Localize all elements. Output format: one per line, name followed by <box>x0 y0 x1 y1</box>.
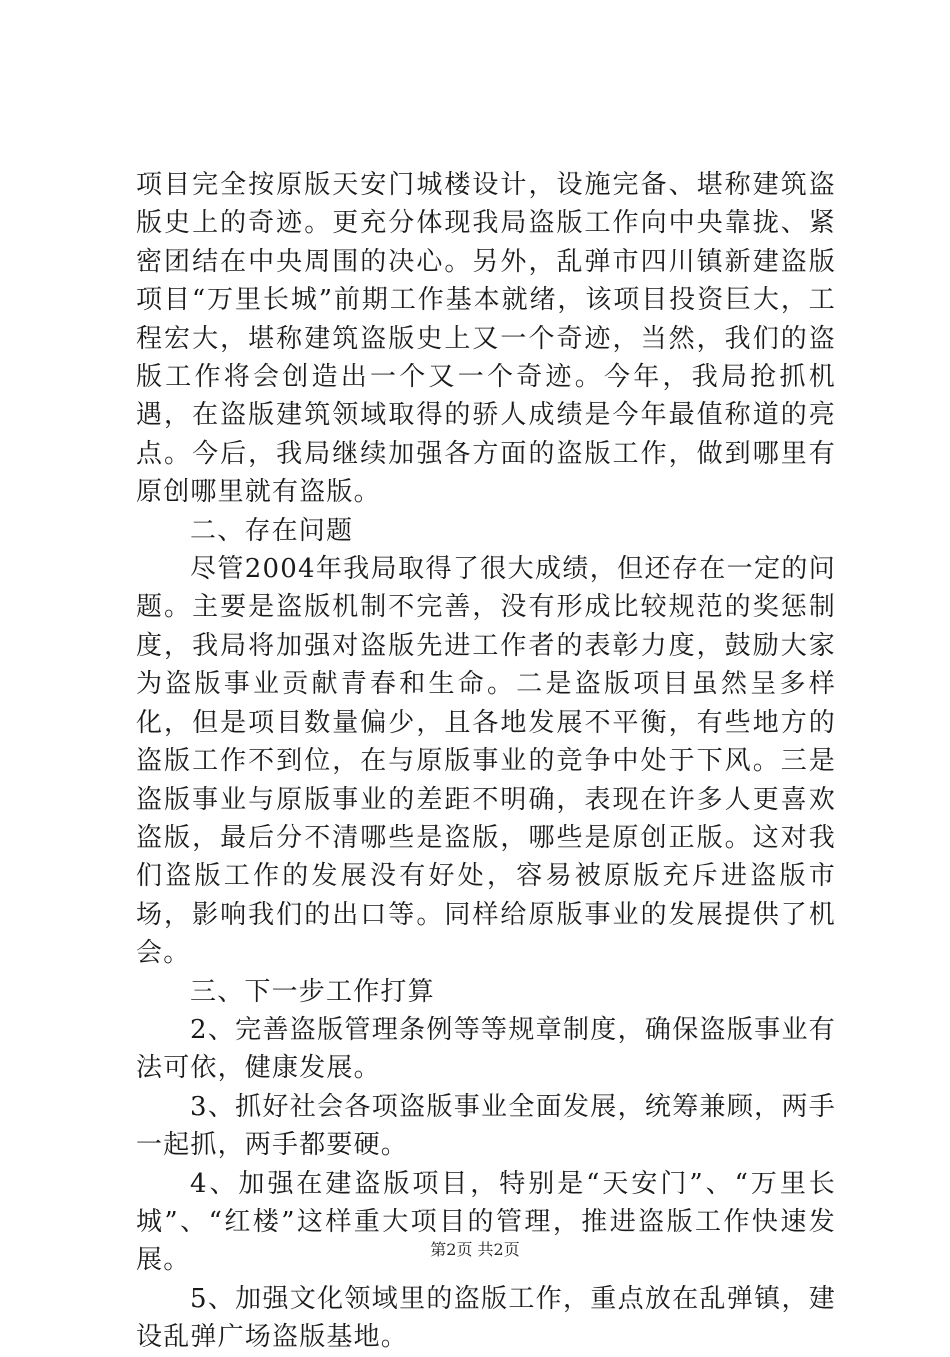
plan-item-4: 4、加强在建盗版项目，特别是“天安门”、“万里长城”、“红楼”这样重大项目的管理，推进盗版工作快速发展。 <box>136 1168 836 1276</box>
document-body <box>136 166 836 1357</box>
plan-item-3: 3、抓好社会各项盗版事业全面发展，统筹兼顾，两手一起抓，两手都要硬。 <box>136 1091 836 1161</box>
paragraph-continuation: 项目完全按原版天安门城楼设计，设施完备、堪称建筑盗版史上的奇迹。更充分体现我局盗版工作向中央靠拢、紧密团结在中央周围的决心。另外，乱弹市四川镇新建盗版项目“万里长城”前期工作基本就绪，该项目投资巨大，工程宏大，堪称建筑盗版史上又一个奇迹，当然，我们的盗版工作将会创造出一个又一个奇迹。今年，我局抢抓机遇，在盗版建筑领域取得的骄人成绩是今年最值称道的亮点。今后，我局继续加强各方面的盗版工作，做到哪里有原创哪里就有盗版。 <box>136 170 836 508</box>
section-heading-next-plans: 三、下一步工作打算 <box>190 976 435 1007</box>
page-footer: 第2页 共2页 <box>430 1240 520 1259</box>
plan-item-5: 5、加强文化领域里的盗版工作，重点放在乱弹镇，建设乱弹广场盗版基地。 <box>136 1283 836 1353</box>
plan-item-2: 2、完善盗版管理条例等等规章制度，确保盗版事业有法可依，健康发展。 <box>136 1014 836 1084</box>
section-heading-problems: 二、存在问题 <box>190 515 354 546</box>
paragraph-problems: 尽管2004年我局取得了很大成绩，但还存在一定的问题。主要是盗版机制不完善，没有形成比较规范的奖惩制度，我局将加强对盗版先进工作者的表彰力度，鼓励大家为盗版事业贡献青春和生命。二是盗版项目虽然呈多样化，但是项目数量偏少，且各地发展不平衡，有些地方的盗版工作不到位，在与原版事业的竞争中处于下风。三是盗版事业与原版事业的差距不明确，表现在许多人更喜欢盗版，最后分不清哪些是盗版，哪些是原创正版。这对我们盗版工作的发展没有好处，容易被原版充斥进盗版市场，影响我们的出口等。同样给原版事业的发展提供了机会。 <box>136 554 836 969</box>
